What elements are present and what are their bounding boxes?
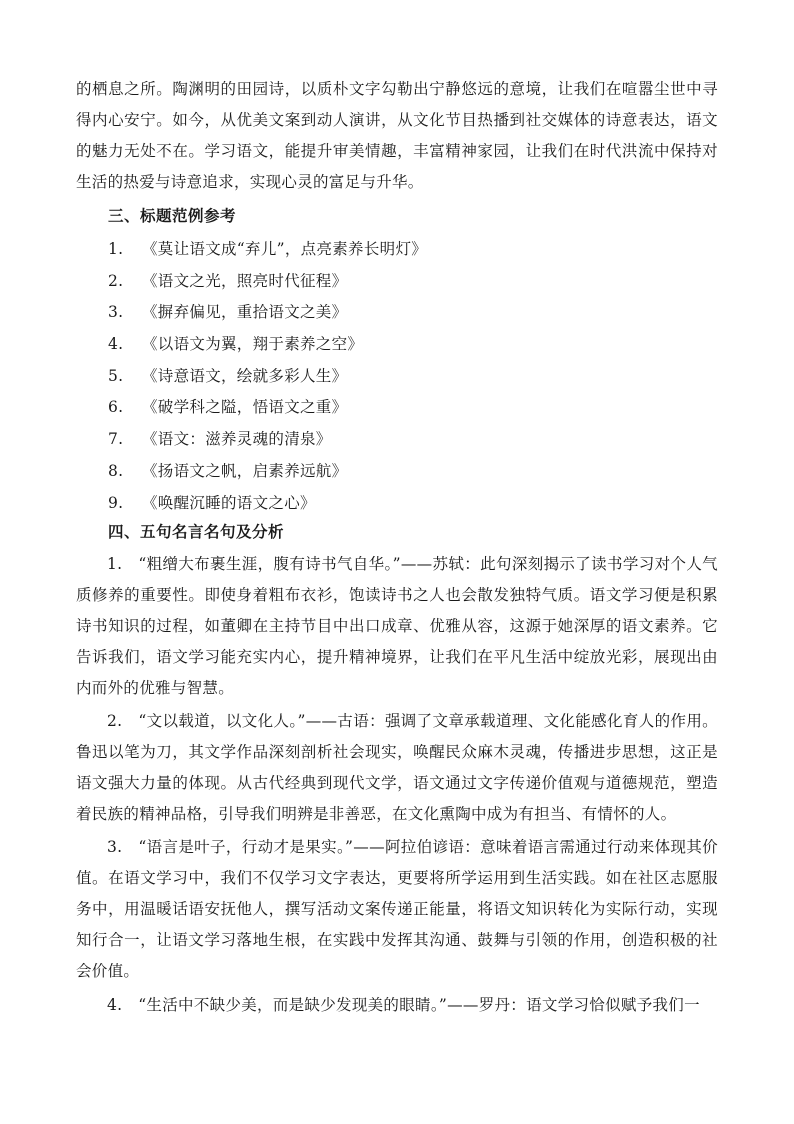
list-item-title: 《扬语文之帆，启素养远航》 xyxy=(142,461,348,480)
list-item-number: 9. xyxy=(108,493,124,512)
list-item-number: 6. xyxy=(108,398,124,417)
quote-paragraph-1: 1. “粗缯大布裹生涯，腹有诗书气自华。”——苏轼：此句深刻揭示了读书学习对个人气质修养的重要性。即使身着粗布衣衫，饱读诗书之人也会散发独特气质。语文学习便是积累诗书知识的过程，如董卿在主持节目中出口成章、优雅从容，这源于她深厚的语文素养。它告诉我们，语文学习能充实内心，提升精神境界，让我们在平凡生活中绽放光彩，展现出由内而外的优雅与智慧。 xyxy=(76,555,718,697)
section-heading-quotes: 四、五句名言名句及分析 xyxy=(108,523,285,541)
intro-paragraph: 的栖息之所。陶渊明的田园诗，以质朴文字勾勒出宁静悠远的意境，让我们在喧嚣尘世中寻得内心安宁。如今，从优美文案到动人演讲，从文化节目热播到社交媒体的诗意表达，语文的魅力无处不在。学习语文，能提升审美情趣，丰富精神家园，让我们在时代洪流中保持对生活的热爱与诗意追求，实现心灵的富足与升华。 xyxy=(76,80,718,191)
list-item-title: 《破学科之隘，悟语文之重》 xyxy=(142,398,348,417)
list-item xyxy=(108,424,427,456)
list-item xyxy=(108,266,427,298)
list-item xyxy=(108,297,427,329)
list-item xyxy=(108,329,427,361)
list-item-number: 8. xyxy=(108,461,124,480)
list-item-number: 3. xyxy=(108,303,124,322)
title-examples-list xyxy=(108,234,427,519)
list-item-title: 《语文：滋养灵魂的清泉》 xyxy=(142,430,332,449)
list-item-title: 《唤醒沉睡的语文之心》 xyxy=(142,493,316,512)
list-item-title: 《摒弃偏见，重拾语文之美》 xyxy=(142,303,348,322)
list-item xyxy=(108,234,427,266)
list-item-number: 1. xyxy=(108,240,124,258)
quote-paragraph-3: 3. “语言是叶子，行动才是果实。”——阿拉伯谚语：意味着语言需通过行动来体现其价值。在语文学习中，我们不仅学习文字表达，更要将所学运用到生活实践。如在社区志愿服务中，用温暖话语安抚他人，撰写活动文案传递正能量，将语文知识转化为实际行动，实现知行合一，让语文学习落地生根，在实践中发挥其沟通、鼓舞与引领的作用，创造积极的社会价值。 xyxy=(76,838,718,980)
list-item xyxy=(108,488,427,520)
list-item-title: 《莫让语文成“弃儿”，点亮素养长明灯》 xyxy=(142,240,428,258)
list-item-title: 《语文之光，照亮时代征程》 xyxy=(142,271,348,290)
list-item-title: 《以语文为翼，翔于素养之空》 xyxy=(142,335,364,354)
list-item-number: 4. xyxy=(108,335,124,354)
list-item xyxy=(108,392,427,424)
list-item-title: 《诗意语文，绘就多彩人生》 xyxy=(142,366,348,385)
list-item-number: 7. xyxy=(108,430,124,449)
list-item xyxy=(108,456,427,488)
list-item xyxy=(108,361,427,393)
list-item-number: 5. xyxy=(108,366,124,385)
section-heading-titles: 三、标题范例参考 xyxy=(108,207,237,225)
quote-paragraph-2: 2. “文以载道，以文化人。”——古语：强调了文章承载道理、文化能感化育人的作用。鲁迅以笔为刀，其文学作品深刻剖析社会现实，唤醒民众麻木灵魂，传播进步思想，这正是语文强大力量的体现。从古代经典到现代文学，语文通过文字传递价值观与道德规范，塑造着民族的精神品格，引导我们明辨是非善恶，在文化熏陶中成为有担当、有情怀的人。 xyxy=(76,712,718,823)
quote-paragraph-4: 4. “生活中不缺少美，而是缺少发现美的眼睛。”——罗丹：语文学习恰似赋予我们一 xyxy=(107,996,700,1014)
list-item-number: 2. xyxy=(108,271,124,290)
